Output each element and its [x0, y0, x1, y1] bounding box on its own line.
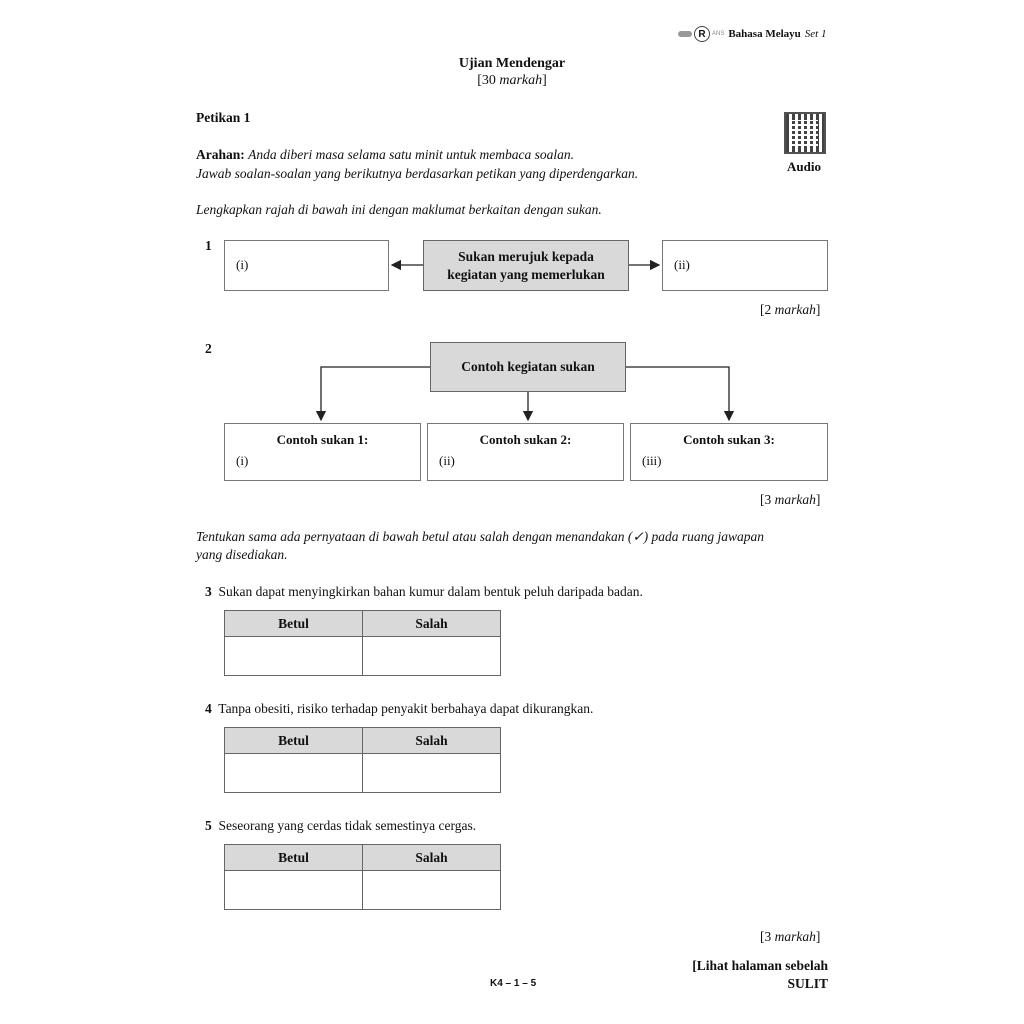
total-marks: [30 markah] [477, 73, 547, 88]
q5-statement: Seseorang yang cerdas tidak semestinya cergas. [218, 818, 477, 833]
q3-salah-cell[interactable] [363, 637, 501, 676]
q3-col-betul: Betul [225, 611, 363, 637]
q4-statement: Tanpa obesiti, risiko terhadap penyakit berbahaya dapat dikurangkan. [218, 701, 594, 716]
q2-answer-box-3[interactable] [630, 423, 828, 481]
q4-number: 4 [205, 701, 212, 716]
q2-box2-title: Contoh sukan 2: [479, 432, 572, 447]
q4-col-salah: Salah [363, 728, 501, 754]
instruction-line2: Jawab soalan-soalan yang berikutnya berdasarkan petikan yang diperdengarkan. [196, 166, 639, 181]
q2-number: 2 [205, 341, 212, 356]
q1-label-ii: (ii) [674, 257, 690, 272]
q5-col-betul: Betul [225, 845, 363, 871]
q1-center-line2: kegiatan yang memerlukan [447, 266, 605, 282]
q3-col-salah: Salah [363, 611, 501, 637]
set-label: Set 1 [804, 28, 827, 40]
q2-answer-box-2[interactable] [427, 423, 624, 481]
q2-center-box: Contoh kegiatan sukan [430, 342, 626, 392]
publisher-logo: R ANS [678, 26, 724, 42]
q4-answer-table [224, 727, 501, 793]
q3-statement: Sukan dapat menyingkirkan bahan kumur dalam bentuk peluh daripada badan. [218, 584, 643, 599]
q2-box1-label: (i) [236, 453, 249, 468]
directive-2-line2: yang disediakan. [196, 547, 288, 562]
q1-number: 1 [205, 238, 212, 253]
q2-arrow-right [626, 367, 729, 420]
q2-arrow-left [321, 367, 430, 420]
instruction-line1: Anda diberi masa selama satu minit untuk membaca soalan. [248, 147, 574, 162]
q2-box3-title: Contoh sukan 3: [683, 432, 775, 447]
next-page-note: [Lihat halaman sebelah [692, 958, 828, 973]
q5-col-salah: Salah [363, 845, 501, 871]
tf-marks: [3 markah] [760, 929, 821, 944]
q2-box2-label: (ii) [439, 453, 455, 468]
section-label: Petikan 1 [196, 110, 251, 125]
q1-label-i: (i) [236, 257, 249, 272]
q1-center-line1: Sukan merujuk kepada [458, 248, 594, 264]
q3-answer-table [224, 610, 501, 676]
q2-box3-label: (iii) [642, 453, 662, 468]
q1-marks: [2 markah] [760, 302, 821, 317]
q3-number: 3 [205, 584, 212, 599]
q5-statement-row [205, 817, 476, 834]
q5-salah-cell[interactable] [363, 871, 501, 910]
directive-2-line1: Tentukan sama ada pernyataan di bawah betul atau salah dengan menandakan (✓) pada ruang jawapan [196, 529, 765, 544]
sulit-label: SULIT [787, 976, 828, 991]
q2-box1-title: Contoh sukan 1: [276, 432, 369, 447]
q4-betul-cell[interactable] [225, 754, 363, 793]
q2-answer-box-1[interactable] [224, 423, 421, 481]
q3-statement-row [205, 583, 643, 600]
q4-statement-row [205, 700, 593, 717]
audio-label: Audio [787, 159, 821, 174]
book-title: Bahasa Melayu [728, 28, 801, 40]
page-title: Ujian Mendengar [458, 56, 566, 71]
page-code: K4 – 1 – 5 [490, 978, 537, 989]
q5-answer-table [224, 844, 501, 910]
q2-marks: [3 markah] [760, 492, 821, 507]
q4-col-betul: Betul [225, 728, 363, 754]
q5-betul-cell[interactable] [225, 871, 363, 910]
q4-salah-cell[interactable] [363, 754, 501, 793]
instruction-label: Arahan: [196, 147, 245, 162]
q5-number: 5 [205, 818, 212, 833]
q3-betul-cell[interactable] [225, 637, 363, 676]
directive-1: Lengkapkan rajah di bawah ini dengan maklumat berkaitan dengan sukan. [196, 202, 602, 217]
